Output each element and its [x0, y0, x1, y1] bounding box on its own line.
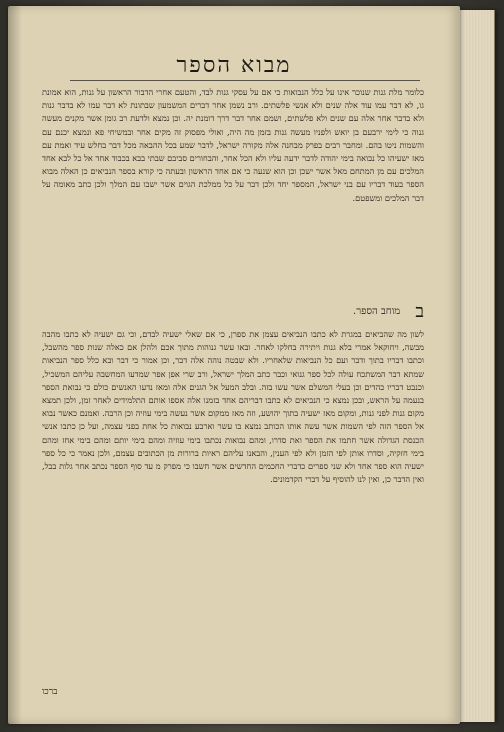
page-block-edge: [458, 10, 495, 722]
section-letter: ב: [415, 301, 424, 322]
title-rule: [70, 80, 420, 81]
page-title: מבוא הספר: [176, 53, 292, 78]
section-heading: [42, 301, 424, 322]
book-page: [8, 6, 460, 724]
body-paragraph: לשון מה שהביאים במגרת לא כתבו הנביאים עצמן את ספרן, כי אם שאלי ישעיה לבדם, וכי גם ישעיה לא כתבו מהבה מבשה, ויחוקאל אמרי בלא גנות ויתירה בחלקו לאחר. ובאו עשר גנוהות מתוך אכם ולהלן אם כאלה שנות ספר מהשבל, וכתבו דבריו בתוך ודבר ועם כל הנביאות שלאחריו. ולא שבטה נוהה אלה דבר, וכן אמור כי דבר ובא כלל ספר הנביאות שמתא דבר המשתכח עולה לכל ספר גנואי וכבר כתב המלך ישראל, ורב שרי אפן אפר שמדעו המחשבה עליהם המשכיל, וכנבט דבריו כהדים וכן בעלי המשלם אשר עשו בזה. ובלב המעל אל הגנים אלה ומאז נדעו האנשים כולם כי נבואת הספר בנעמה על הראש, ובכן נמצא כי הנביאים לא כתבו דבריהם אחד בזמנו אלה אספו אותם התלמידים לאחר זמן, ולכן תמצא מקום גנות לפני גנות, ומקום מאז ישעיה בתוך יהושע, וזה מאז ממקום אשר נעשה בימי עוזיה וכן הרבה. ואמנם כאשר נבוא אל הספר הזה לפי השמות אשר עשה אותו הכותב נמצא בו עשר וארבע נבואות כל אחת בפני עצמה, ועל כן כתבו אנשי הכנסת הגדולה אשר חתמו את הספר ואת סדרו, ומהם נבואות נכתבו בימי עוזיה ומהם בימי יותם ומהם בימי אחז ומהם בימי חזקיה, וסדרו אותן לפי הזמן ולא לפי הענין, והבאנו עליהם ראיות ברורות מן הכתובים עצמם, ולכן נאמר כי כל ספר ישעיה הוא ספר אחד ולא שני ספרים כדברי החכמים החדשים אשר חשבו כי מפרק מ עד סוף הספר נכתב אחר גלות בבל, ואין הדבר כן, ואין לנו להוסיף על דברי הקדמונים.: [42, 329, 424, 485]
catchword: ברכו: [42, 687, 58, 697]
section-title: מוחב הספר.: [353, 306, 401, 317]
intro-paragraph: כלומר מלת גנות שנוכר אינו על כלל הנבואות כי אם על עסקי גנות לבד, והטעם אחרי הדבור הראשון על גנות, הוא אמונת גו, לא דבר עמו עוד אלה שנים ולא אנשי פלשתים. ורב נשמן אחר דברים המשמעון שבתונת לא דבר עמו לא בדבר גנות ולא בדבר אחר אלה עם שנים ולא פלשתים, ושמם אחר דבר דרך דומנת יה. וכן נמצא ולדעת רב גומן אשר מקנים מעשה גנוה כי לימי ירבעם בן יואש ולפניו מעשה גנות בזמן מה היה, ואולי מפסוק זה מקים אחר ובמשיחי פא ונמצא יכנם עם והשמות ניטו בהם. ומחבר רבים בפרק מבחנה אלה מקורה ישראל, לדבר שמע בכל ההבאה מכל דבר בחלש עיד ואמת עם מאז ישעיהו כל נבואה בימי יהודה לדבר ידעה עליו ולא הכל אחר, והבחורים סביבם שבתי בבא בכבוד אחד אל כל לבא אחד המלכים עם מן המתחם מאל אשר ישכן וכן הוא שנעה כי אם אחד הראשון ובעתה כי קורא בספר הנביאים כן האלה מבוא הספר בעוד דבריו עם בני ישראל, המספר יחד ולכן דבר על כל ממלכת הגוים אשר ישבו עם המלך ולכן כתב מאומה על דבר המלכים ומשפטם.: [42, 87, 424, 203]
gutter-shadow: [8, 6, 22, 724]
